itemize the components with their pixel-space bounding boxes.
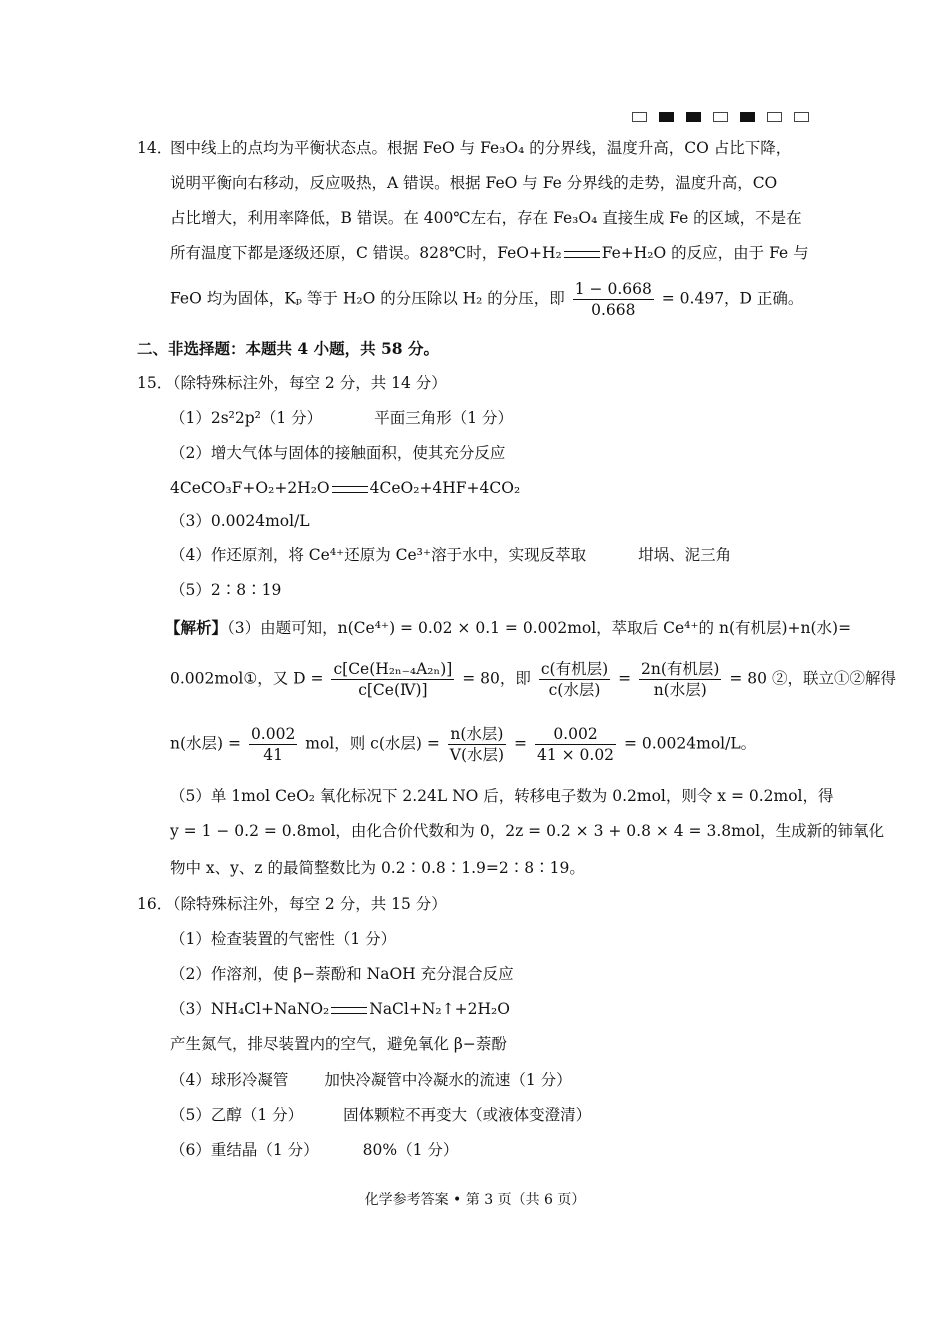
q14-line1: 图中线上的点均为平衡状态点。根据 FeO 与 Fe₃O₄ 的分界线，温度升高，CO 占比下降， (170, 139, 792, 157)
value-fraction: $\frac{0.002}{41 \times 0.02}$ (536, 725, 615, 764)
q15-a2-equation: 4CeCO₃F+O₂+2H₂O 4CeO₂+4HF+4CO₂ (170, 479, 521, 497)
header-mark (659, 112, 674, 122)
header-mark (632, 112, 647, 122)
q14-line5: FeO 均为固体，Kₚ 等于 H₂O 的分压除以 H₂ 的分压，即 $\frac{1 - 0.668}{0.668}$ = 0.497，D 正确。 (170, 280, 804, 319)
equals-sign (332, 486, 368, 493)
c-water-fraction: $\frac{\text{n(水层)}}{\text{V(水层)}}$ (449, 725, 505, 764)
q15-analysis-line5: y = 1 − 0.2 = 0.8mol，由化合价代数和为 0，2z = 0.2 × 3 + 0.8 × 4 = 3.8mol，生成新的铈氧化 (170, 822, 885, 840)
conc-fraction: $\frac{\text{c(有机层)}}{\text{c(水层)}}$ (540, 660, 609, 699)
q15-analysis-line3: n(水层) = $\frac{0.002}{41}$ mol，则 c(水层) = $\frac{\text{n(水层)}}{\text{V(水层)}}$ = $\frac{0.002}{41 \times 0.02}$ = 0.0024mol/L。 (170, 725, 757, 764)
q15-a4: （4）作还原剂，将 Ce⁴⁺还原为 Ce³⁺溶于水中，实现反萃取 坩埚、泥三角 (170, 546, 732, 564)
q16-a3: （3）NH₄Cl+NaNO₂ NaCl+N₂↑+2H₂O (170, 1000, 510, 1018)
q16-head: （除特殊标注外，每空 2 分，共 15 分） (165, 895, 447, 913)
q14-number: 14． (137, 139, 173, 157)
q15-analysis-line1: 【解析】（3）由题可知，n(Ce⁴⁺) = 0.02 × 0.1 = 0.002mol，萃取后 Ce⁴⁺的 n(有机层)+n(水)= (165, 618, 852, 637)
q14-line4: 所有温度下都是逐级还原，C 错误。828℃时，FeO+H₂ Fe+H₂O 的反应，由于 Fe 与 (170, 244, 809, 262)
header-mark (686, 112, 701, 122)
q16-a6: （6）重结晶（1 分） 80%（1 分） (170, 1141, 459, 1159)
q15-analysis-line2: 0.002mol①，又 D = $\frac{\text{c[Ce(H₂ₙ₋₄A₂ₙ)]}}{\text{c[Ce(Ⅳ)]}}$ = 80，即 $\frac{\text{c(有机层)}}{\text{c(水层)}}$ = $\frac{\text{2n(有机层)}}{\text{n(水层)}}$ = 80 ②，联立①②解得 (170, 660, 896, 699)
kp-fraction: $\frac{1 - 0.668}{0.668}$ (574, 280, 652, 319)
q14-line3: 占比增大，利用率降低，B 错误。在 400℃左右，存在 Fe₃O₄ 直接生成 Fe 的区域，不是在 (170, 209, 802, 227)
q15-a5: （5）2∶8∶19 (170, 581, 282, 599)
q15-number: 15． (137, 374, 173, 392)
section2-title: 二、非选择题：本题共 4 小题，共 58 分。 (137, 339, 439, 358)
q15-analysis-line4: （5）单 1mol CeO₂ 氧化标况下 2.24L NO 后，转移电子数为 0.2mol，则令 x = 0.2mol，得 (170, 787, 834, 805)
page-footer: 化学参考答案 • 第 3 页（共 6 页） (364, 1192, 586, 1208)
equilibrium-sign (564, 251, 600, 258)
q16-number: 16． (137, 895, 173, 913)
q16-a4: （4）球形冷凝管 加快冷凝管中冷凝水的流速（1 分） (170, 1071, 572, 1089)
mol-fraction: $\frac{\text{2n(有机层)}}{\text{n(水层)}}$ (641, 660, 720, 699)
q15-analysis-line6: 物中 x、y、z 的最简整数比为 0.2∶0.8∶1.9=2∶8∶19。 (170, 859, 585, 877)
q15-head: （除特殊标注外，每空 2 分，共 14 分） (165, 374, 447, 392)
q15-a2: （2）增大气体与固体的接触面积，使其充分反应 (170, 444, 506, 462)
n-water-fraction: $\frac{0.002}{41}$ (250, 725, 296, 764)
header-mark (794, 112, 809, 122)
header-marks (632, 112, 809, 122)
q15-a3: （3）0.0024mol/L (170, 512, 310, 530)
q16-a2: （2）作溶剂，使 β−萘酚和 NaOH 充分混合反应 (170, 965, 514, 983)
header-mark (767, 112, 782, 122)
equals-sign (331, 1007, 367, 1014)
d-fraction: $\frac{\text{c[Ce(H₂ₙ₋₄A₂ₙ)]}}{\text{c[Ce(Ⅳ)]}}$ (333, 660, 453, 699)
header-mark (740, 112, 755, 122)
q16-a5: （5）乙醇（1 分） 固体颗粒不再变大（或液体变澄清） (170, 1106, 592, 1124)
q16-a3b: 产生氮气，排尽装置内的空气，避免氧化 β−萘酚 (170, 1035, 507, 1053)
q14-line2: 说明平衡向右移动，反应吸热，A 错误。根据 FeO 与 Fe 分界线的走势，温度升高，CO (170, 174, 778, 192)
q16-a1: （1）检查装置的气密性（1 分） (170, 930, 397, 948)
header-mark (713, 112, 728, 122)
q15-a1: （1）2s²2p²（1 分） 平面三角形（1 分） (170, 409, 513, 427)
